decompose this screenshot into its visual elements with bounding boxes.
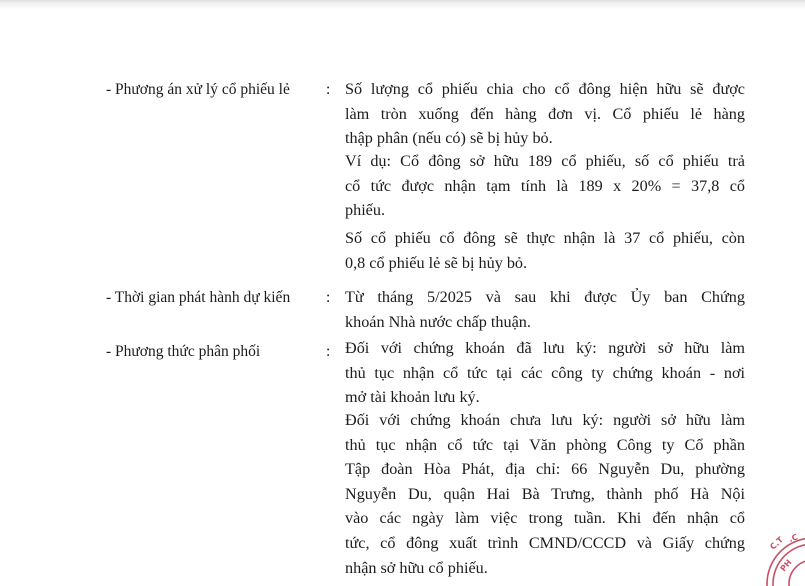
paragraph-deposited-securities [345,336,745,410]
text-line: Nguyễn Du, quận Hai Bà Trưng, thành phố Hà Nội [345,484,745,503]
page-top-edge [0,0,805,10]
text-line: thập phân (nếu có) sẽ bị hủy bỏ. [345,129,553,148]
text-line: Số cổ phiếu cổ đông sẽ thực nhận là 37 cổ phiếu, còn [345,229,745,247]
text-line: Đối với chứng khoán chưa lưu ký: người sở hữu làm [345,411,745,429]
text-line: Ví dụ: Cổ đông sở hữu 189 cổ phiếu, số cổ phiếu trả [345,152,745,170]
paragraph-undeposited-securities [345,408,745,580]
text-line: mở tài khoản lưu ký. [345,388,480,407]
text-line: tức, cổ đông xuất trình CMND/CCCD và Giấy chứng [345,533,745,552]
svg-text:.C: .C [787,532,800,544]
text-line: khoán Nhà nước chấp thuận. [345,312,531,331]
text-line: cổ tức được nhận tạm tính là 189 x 20% = 37,8 cổ [345,176,745,195]
text-line: 0,8 cổ phiếu lẻ sẽ bị hủy bỏ. [345,253,528,272]
paragraph-actual-shares [345,226,745,275]
label-colon: : [326,289,331,306]
text-line: nhận sở hữu cổ phiếu. [345,558,488,577]
paragraph-example [345,149,745,223]
text-line: thủ tục nhận cổ tức tại Văn phòng Công ty Cổ phần [345,435,745,454]
text-line: Tập đoàn Hòa Phát, địa chỉ: 66 Nguyễn Du, phường [345,460,745,479]
paragraph-issuance-time [345,285,745,334]
text-line: vào các ngày làm việc trong tuần. Khi đến nhận cổ [345,509,745,528]
label-colon: : [326,81,331,98]
label-issuance-time: - Thời gian phát hành dự kiến [106,289,291,306]
svg-text:C.T: C.T [768,535,786,552]
company-seal-stamp [735,506,805,586]
label-colon: : [326,343,331,360]
text-line: Từ tháng 5/2025 và sau khi được Ủy ban Chứng [345,288,745,306]
text-line: phiếu. [345,201,386,220]
text-line: thủ tục nhận cổ tức tại các công ty chứng khoán - nơi [345,363,745,382]
seal-icon [735,506,805,586]
paragraph-odd-lot-rounding [345,77,745,151]
text-line: Đối với chứng khoán đã lưu ký: người sở hữu làm [345,339,745,357]
svg-text:PH: PH [778,557,794,574]
label-odd-lot-handling: - Phương án xử lý cổ phiếu lẻ [106,81,290,98]
text-line: Số lượng cổ phiếu chia cho cổ đông hiện hữu sẽ được [345,80,745,98]
label-distribution-method: - Phương thức phân phối [106,343,261,360]
text-line: làm tròn xuống đến hàng đơn vị. Cổ phiếu lẻ hàng [345,104,745,123]
